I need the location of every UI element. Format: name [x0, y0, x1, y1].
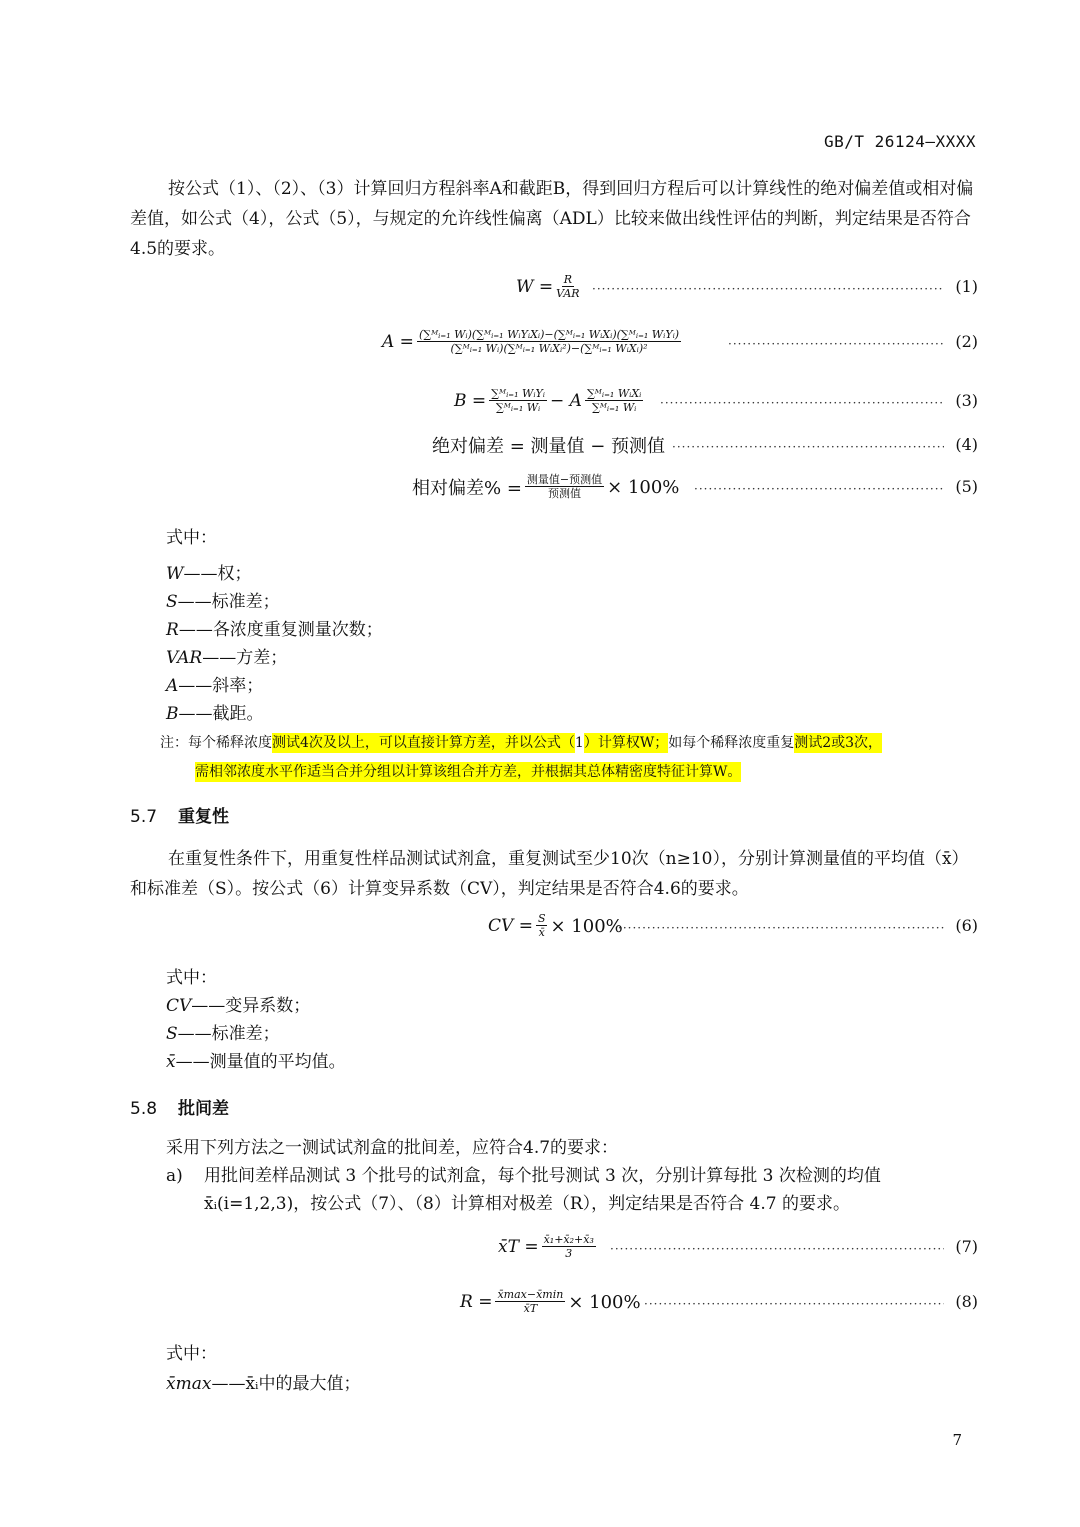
equation-3: B = $\frac{\text{∑ᴹᵢ₌₁ WᵢYᵢ}}{\text{∑ᴹᵢ₌₁ Wᵢ}}$ − A $\frac{\text{∑ᴹᵢ₌₁ WᵢXᵢ}}{\text{∑ᴹᵢ₌₁ Wᵢ}}$ ····· (3): [130, 386, 978, 416]
where-item-var: VAR——方差；: [166, 648, 288, 668]
equation-number: (8): [955, 1292, 978, 1311]
list-item-a-line-2: x̄ᵢ(i=1,2,3)，按公式（7）、（8）计算相对极差（R），判定结果是否符合 4.7 的要求。: [204, 1194, 850, 1214]
where-item-b: B——截距。: [166, 704, 264, 724]
where-item-xbar: x̄——测量值的平均值。: [166, 1052, 346, 1072]
intro-paragraph: 按公式（1）、（2）、（3）计算回归方程斜率A和截距B，得到回归方程后可以计算线性的绝对偏差值或相对偏差值，如公式（4），公式（5），与规定的允许线性偏离（ADL）比较来做出线性评估的判断，判定结果是否符合4.5的要求。: [130, 179, 974, 259]
page-number: 7: [952, 1431, 962, 1449]
where-item-r: R——各浓度重复测量次数；: [166, 620, 383, 640]
equation-number: (3): [955, 391, 978, 410]
list-item-a-line-1: a) 用批间差样品测试 3 个批号的试剂盒，每个批号测试 3 次，分别计算每批 3 次检测的均值: [166, 1166, 881, 1186]
where-item-cv: CV——变异系数；: [166, 996, 311, 1016]
note-line-2: [195, 758, 741, 786]
highlight: ）计算权W；: [583, 735, 669, 751]
section-5-8-intro: 采用下列方法之一测试试剂盒的批间差，应符合4.7的要求：: [166, 1138, 619, 1158]
equation-number: (6): [955, 916, 978, 935]
equation-8: R = $\frac{x̄\max-x̄\min}{x̄T}$ × 100% ····· (8): [130, 1287, 978, 1317]
section-5-7-paragraph: 在重复性条件下，用重复性样品测试试剂盒，重复测试至少10次（n≥10），分别计算测量值的平均值（x̄）和标准差（S）。按公式（6）计算变异系数（CV），判定结果是否符合4.6的要求。: [130, 849, 969, 899]
equation-number: (2): [955, 332, 978, 351]
section-5-8-heading: 5.8 批间差: [130, 1099, 229, 1119]
where-title: 式中：: [166, 968, 217, 988]
where-item-s: S——标准差；: [166, 1024, 280, 1044]
section-5-7-heading: 5.7 重复性: [130, 807, 229, 827]
standard-code-header: GB/T 26124—XXXX: [824, 132, 976, 151]
note-line-1: 注：每个稀释浓度测试4次及以上，可以直接计算方差，并以公式（1）计算权W；如每个稀释浓度重复测试2或3次，: [160, 735, 883, 751]
equation-number: (4): [955, 435, 978, 454]
where-title: 式中：: [166, 528, 217, 548]
highlight: 需相邻浓度水平作适当合并分组以计算该组合并方差，并根据其总体精密度特征计算W。: [195, 764, 742, 780]
where-title: 式中：: [166, 1344, 217, 1364]
equation-number: (1): [955, 277, 978, 296]
equation-2: A = $\frac{\text{(∑ᴹᵢ₌₁ Wᵢ)(∑ᴹᵢ₌₁ WᵢYᵢXᵢ)−(∑ᴹᵢ₌₁ WᵢXᵢ)(∑ᴹᵢ₌₁ WᵢYᵢ)}}{\text{(∑ᴹᵢ₌₁ Wᵢ)(∑ᴹᵢ₌₁ WᵢXᵢ²)−(∑ᴹᵢ₌₁ WᵢXᵢ)²}}$ ····· (2): [130, 327, 978, 357]
equation-1: W = $\frac{R}{\text{VAR}}$ ····· (1): [130, 272, 978, 302]
where-item-xmax: x̄max——x̄ᵢ中的最大值；: [166, 1374, 361, 1394]
equation-5: 相对偏差% = $\frac{\text{测量值−预测值}}{\text{预测值}}$ × 100% ····· (5): [130, 472, 978, 502]
highlight: 测试4次及以上，可以直接计算方差，并以公式（: [272, 735, 575, 751]
where-item-s: S——标准差；: [166, 592, 280, 612]
equation-7: x̄T = $\frac{\text{x̄₁+x̄₂+x̄₃}}{3}$ ····· (7): [130, 1232, 978, 1262]
highlight: 测试2或3次，: [794, 735, 883, 751]
equation-number: (7): [955, 1237, 978, 1256]
where-item-a: A——斜率；: [166, 676, 264, 696]
equation-4: 绝对偏差 = 测量值 − 预测值 ····· (4): [130, 430, 978, 460]
equation-number: (5): [955, 477, 978, 496]
equation-6: CV = $\frac{S}{x̄}$ × 100% ····· (6): [130, 911, 978, 941]
where-item-w: W——权；: [166, 564, 252, 584]
